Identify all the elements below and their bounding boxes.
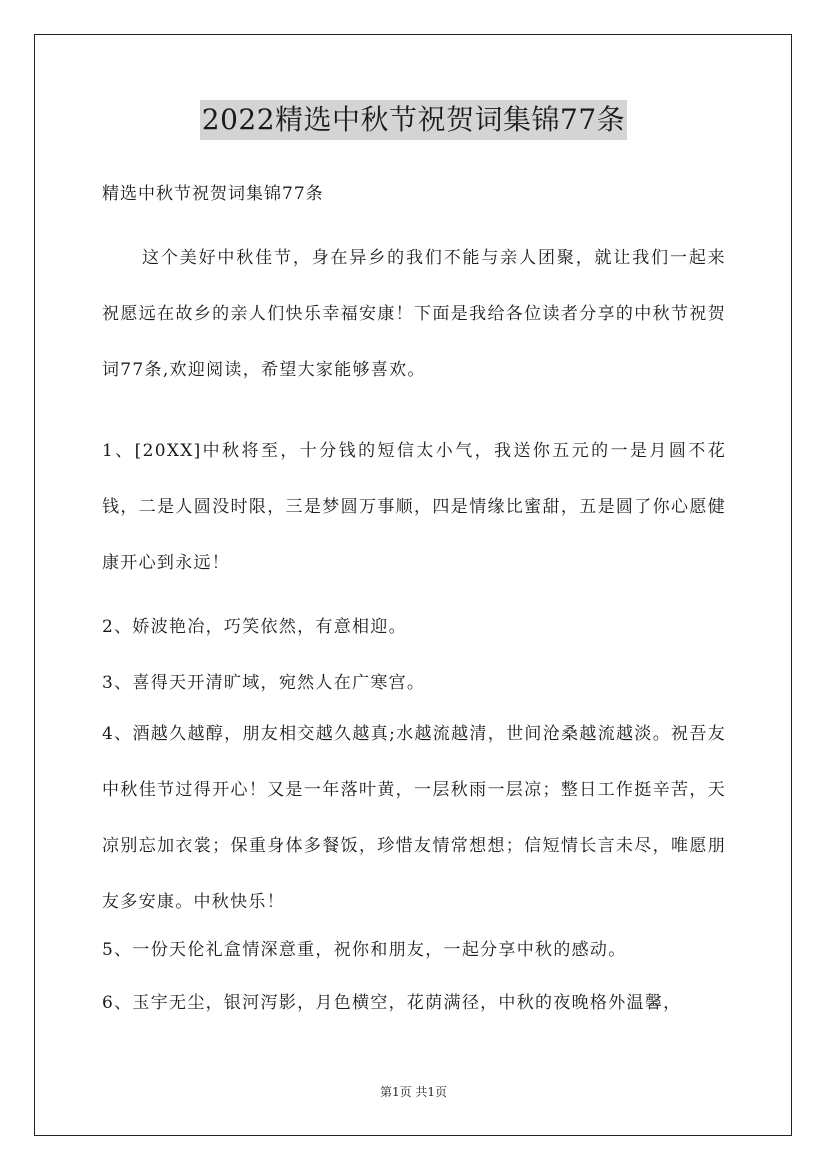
- list-item: 5、一份天伦礼盒情深意重，祝你和朋友，一起分享中秋的感动。: [102, 940, 627, 960]
- page-footer: 第1页 共1页: [379, 1085, 448, 1099]
- list-item: 2、娇波艳冶，巧笑依然，有意相迎。: [102, 617, 407, 637]
- title-container: [0, 100, 827, 140]
- list-item: 4、酒越久越醇，朋友相交越久越真;水越流越清，世间沧桑越流越淡。祝吾友中秋佳节过得开心！又是一年落叶黄，一层秋雨一层凉；整日工作挺辛苦，天凉别忘加衣裳；保重身体多餐饭，珍惜友情常想想；信短情长言未尽，唯愿朋友多安康。中秋快乐！: [102, 724, 726, 912]
- list-item: 6、玉宇无尘，银河泻影，月色横空，花荫满径，中秋的夜晚格外温馨，: [102, 993, 682, 1013]
- document-subtitle: 精选中秋节祝贺词集锦77条: [102, 184, 324, 204]
- list-item: 1、[20XX]中秋将至，十分钱的短信太小气，我送你五元的一是月圆不花钱，二是人圆没时限，三是梦圆万事顺，四是情缘比蜜甜，五是圆了你心愿健康开心到永远！: [102, 441, 726, 573]
- document-title: 2022精选中秋节祝贺词集锦77条: [200, 100, 627, 140]
- intro-paragraph: 这个美好中秋佳节，身在异乡的我们不能与亲人团聚，就让我们一起来祝愿远在故乡的亲人们快乐幸福安康！下面是我给各位读者分享的中秋节祝贺词77条,欢迎阅读，希望大家能够喜欢。: [102, 248, 726, 380]
- list-item: 3、喜得天开清旷域，宛然人在广寒宫。: [102, 673, 426, 693]
